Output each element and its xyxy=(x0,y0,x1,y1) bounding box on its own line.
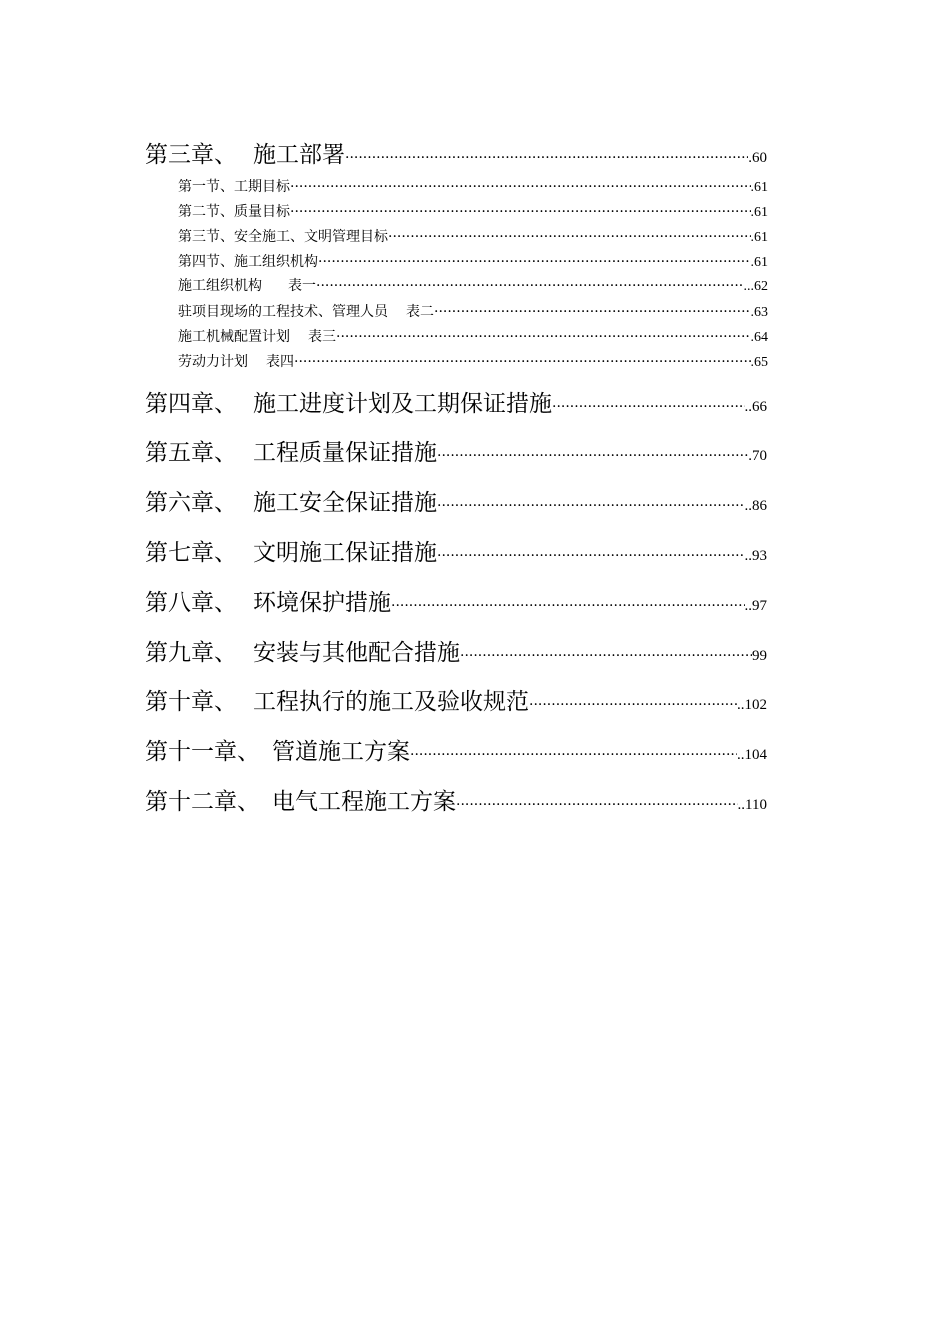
toc-page-number: .61 xyxy=(750,180,768,195)
toc-page-number: ..110 xyxy=(737,797,767,813)
toc-leader-dots xyxy=(456,797,738,813)
toc-section-number: 第一节、 xyxy=(178,179,234,195)
toc-entry-table-3[interactable] xyxy=(178,326,768,346)
toc-section-title: 质量目标 xyxy=(234,204,290,220)
toc-leader-dots xyxy=(318,254,751,270)
toc-section-title: 工期目标 xyxy=(234,179,290,195)
toc-chapter-title: 安装与其他配合措施 xyxy=(253,640,460,666)
toc-page-number: ..104 xyxy=(737,747,767,763)
toc-chapter-number: 第十章、 xyxy=(145,689,237,715)
toc-section-title: 施工组织机构 xyxy=(234,254,318,270)
toc-page-number: .64 xyxy=(750,330,768,345)
toc-chapter-title: 工程质量保证措施 xyxy=(253,440,437,466)
toc-chapter-number: 第六章、 xyxy=(145,490,237,516)
toc-chapter-number: 第十二章、 xyxy=(145,789,260,815)
toc-section-number: 第二节、 xyxy=(178,204,234,220)
toc-entry-chapter-11[interactable] xyxy=(145,733,767,766)
toc-entry-chapter-10[interactable] xyxy=(145,683,767,716)
toc-chapter-title: 施工部署 xyxy=(253,142,345,168)
toc-leader-dots xyxy=(388,229,751,245)
toc-leader-dots xyxy=(336,329,751,345)
toc-entry-chapter-4[interactable] xyxy=(145,385,767,418)
toc-leader-dots xyxy=(391,598,745,614)
toc-page-number: ...62 xyxy=(743,279,768,294)
toc-entry-chapter-9[interactable] xyxy=(145,634,767,667)
toc-leader-dots xyxy=(290,204,751,220)
toc-leader-dots xyxy=(437,448,748,464)
toc-page-number: ..86 xyxy=(744,498,767,514)
toc-leader-dots xyxy=(410,747,737,763)
toc-leader-dots xyxy=(345,150,748,166)
toc-chapter-title: 电气工程施工方案 xyxy=(272,789,456,815)
toc-page-number: ..97 xyxy=(744,598,767,614)
toc-table-caption: 施工机械配置计划 xyxy=(178,329,290,345)
toc-entry-chapter-7[interactable] xyxy=(145,534,767,567)
toc-entry-chapter-6[interactable] xyxy=(145,484,767,517)
toc-table-label: 表四 xyxy=(266,354,294,370)
toc-entry-section-3[interactable] xyxy=(178,226,768,246)
toc-table-label: 表一 xyxy=(288,278,316,294)
toc-chapter-title: 工程执行的施工及验收规范 xyxy=(253,689,529,715)
toc-leader-dots xyxy=(434,304,751,320)
toc-chapter-title: 文明施工保证措施 xyxy=(253,540,437,566)
toc-entry-chapter-5[interactable] xyxy=(145,434,767,467)
toc-table-caption: 施工组织机构 xyxy=(178,278,262,294)
toc-leader-dots xyxy=(460,648,752,664)
toc-leader-dots xyxy=(437,498,745,514)
toc-chapter-title: 施工安全保证措施 xyxy=(253,490,437,516)
toc-chapter-number: 第十一章、 xyxy=(145,739,260,765)
toc-chapter-number: 第四章、 xyxy=(145,391,237,417)
toc-page-number: .61 xyxy=(750,205,768,220)
toc-entry-chapter-12[interactable] xyxy=(145,783,767,816)
toc-entry-section-1[interactable] xyxy=(178,176,768,196)
toc-entry-chapter-8[interactable] xyxy=(145,584,767,617)
toc-leader-dots xyxy=(294,354,751,370)
toc-table-label: 表三 xyxy=(308,329,336,345)
toc-entry-table-1[interactable] xyxy=(178,275,768,295)
toc-section-number: 第四节、 xyxy=(178,254,234,270)
toc-page-number: .65 xyxy=(750,355,768,370)
toc-chapter-number: 第三章、 xyxy=(145,142,237,168)
toc-entry-section-2[interactable] xyxy=(178,201,768,221)
toc-entry-chapter-3[interactable] xyxy=(145,136,767,169)
toc-page-number: .61 xyxy=(750,230,768,245)
toc-page-number: 99 xyxy=(752,648,767,664)
toc-section-title: 安全施工、文明管理目标 xyxy=(234,229,388,245)
toc-leader-dots xyxy=(316,278,744,294)
toc-leader-dots xyxy=(290,179,751,195)
toc-entry-table-2[interactable] xyxy=(178,301,768,321)
toc-page-number: ..102 xyxy=(737,697,767,713)
toc-chapter-number: 第五章、 xyxy=(145,440,237,466)
toc-leader-dots xyxy=(552,399,745,415)
toc-entry-table-4[interactable] xyxy=(178,351,768,371)
toc-chapter-title: 管道施工方案 xyxy=(272,739,410,765)
toc-chapter-number: 第九章、 xyxy=(145,640,237,666)
toc-page-number: .60 xyxy=(748,150,767,166)
toc-entry-section-4[interactable] xyxy=(178,251,768,271)
toc-table-caption: 劳动力计划 xyxy=(178,354,248,370)
toc-page-number: .63 xyxy=(750,305,768,320)
toc-chapter-number: 第七章、 xyxy=(145,540,237,566)
toc-table-caption: 驻项目现场的工程技术、管理人员 xyxy=(178,304,388,320)
toc-section-number: 第三节、 xyxy=(178,229,234,245)
toc-page-number: ..93 xyxy=(744,548,767,564)
toc-page-number: .61 xyxy=(750,255,768,270)
toc-page-number: ..66 xyxy=(744,399,767,415)
toc-chapter-title: 环境保护措施 xyxy=(253,590,391,616)
toc-page-number: .70 xyxy=(748,448,767,464)
toc-chapter-title: 施工进度计划及工期保证措施 xyxy=(253,391,552,417)
toc-leader-dots xyxy=(529,697,737,713)
toc-leader-dots xyxy=(437,548,745,564)
toc-chapter-number: 第八章、 xyxy=(145,590,237,616)
toc-table-label: 表二 xyxy=(406,304,434,320)
